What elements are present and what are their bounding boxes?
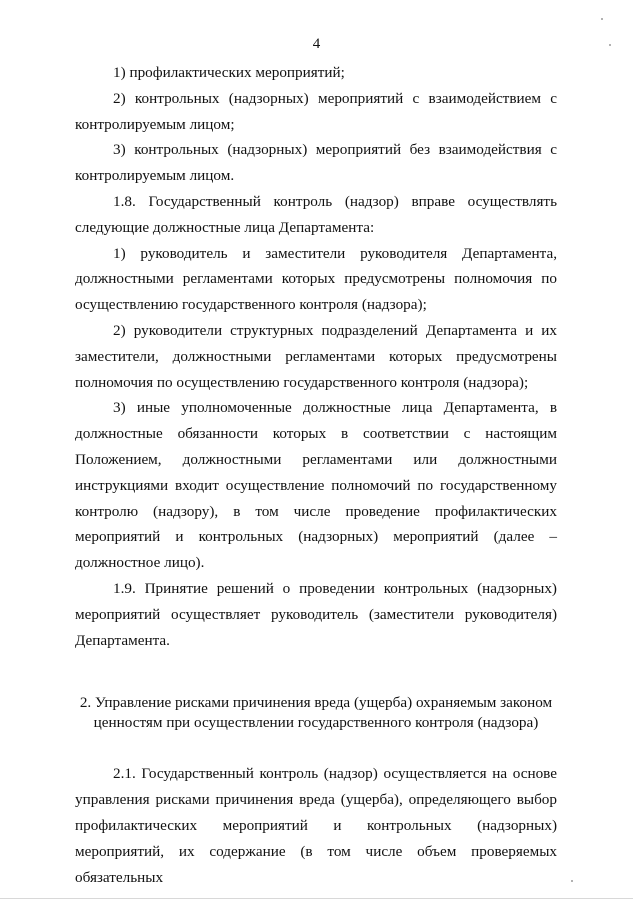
section-heading-line: 2. Управление рисками причинения вреда (ущерба) охраняемым законом [79,694,553,712]
section-heading-line: ценностям при осуществлении государственного контроля (надзора) [93,714,539,732]
page-number: 4 [312,36,321,52]
scan-speck [609,44,611,46]
paragraph: 1) руководитель и заместители руководителя Департамента, должностными регламентами которых предусмотрены полномочия по осуществлению государственного контроля (надзора); [75,244,557,314]
scan-speck [601,18,603,20]
scan-edge [0,898,633,899]
scan-speck [571,880,573,882]
paragraph: 1.9. Принятие решений о проведении контрольных (надзорных) мероприятий осуществляет руководитель (заместители руководителя) Департамента. [75,579,557,649]
paragraph: 1.8. Государственный контроль (надзор) вправе осуществлять следующие должностные лица Департамента: [75,192,557,236]
paragraph: 3) иные уполномоченные должностные лица Департамента, в должностные обязанности которых в соответствии с настоящим Положением, должностными регламентами или должностными инструкциями входит осуществление полномочий по государственному контролю (надзору), в том числе проведение профилактических мероприятий и контрольных (надзорных) мероприятий (далее – должностное лицо). [75,399,557,572]
document-body [75,60,557,890]
section-heading [75,693,557,733]
paragraph: 3) контрольных (надзорных) мероприятий без взаимодействия с контролируемым лицом. [75,141,557,185]
paragraph: 1) профилактических мероприятий; [113,64,345,81]
paragraph: 2) контрольных (надзорных) мероприятий с взаимодействием с контролируемым лицом; [75,89,557,133]
paragraph: 2) руководители структурных подразделений Департамента и их заместители, должностными регламентами которых предусмотрены полномочия по осуществлению государственного контроля (надзора); [75,321,557,391]
paragraph: 2.1. Государственный контроль (надзор) осуществляется на основе управления рисками причинения вреда (ущерба), определяющего выбор профилактических мероприятий и контрольных (надзорных) мероприятий, их содержание (в том числе объем проверяемых обязательных [75,765,557,886]
